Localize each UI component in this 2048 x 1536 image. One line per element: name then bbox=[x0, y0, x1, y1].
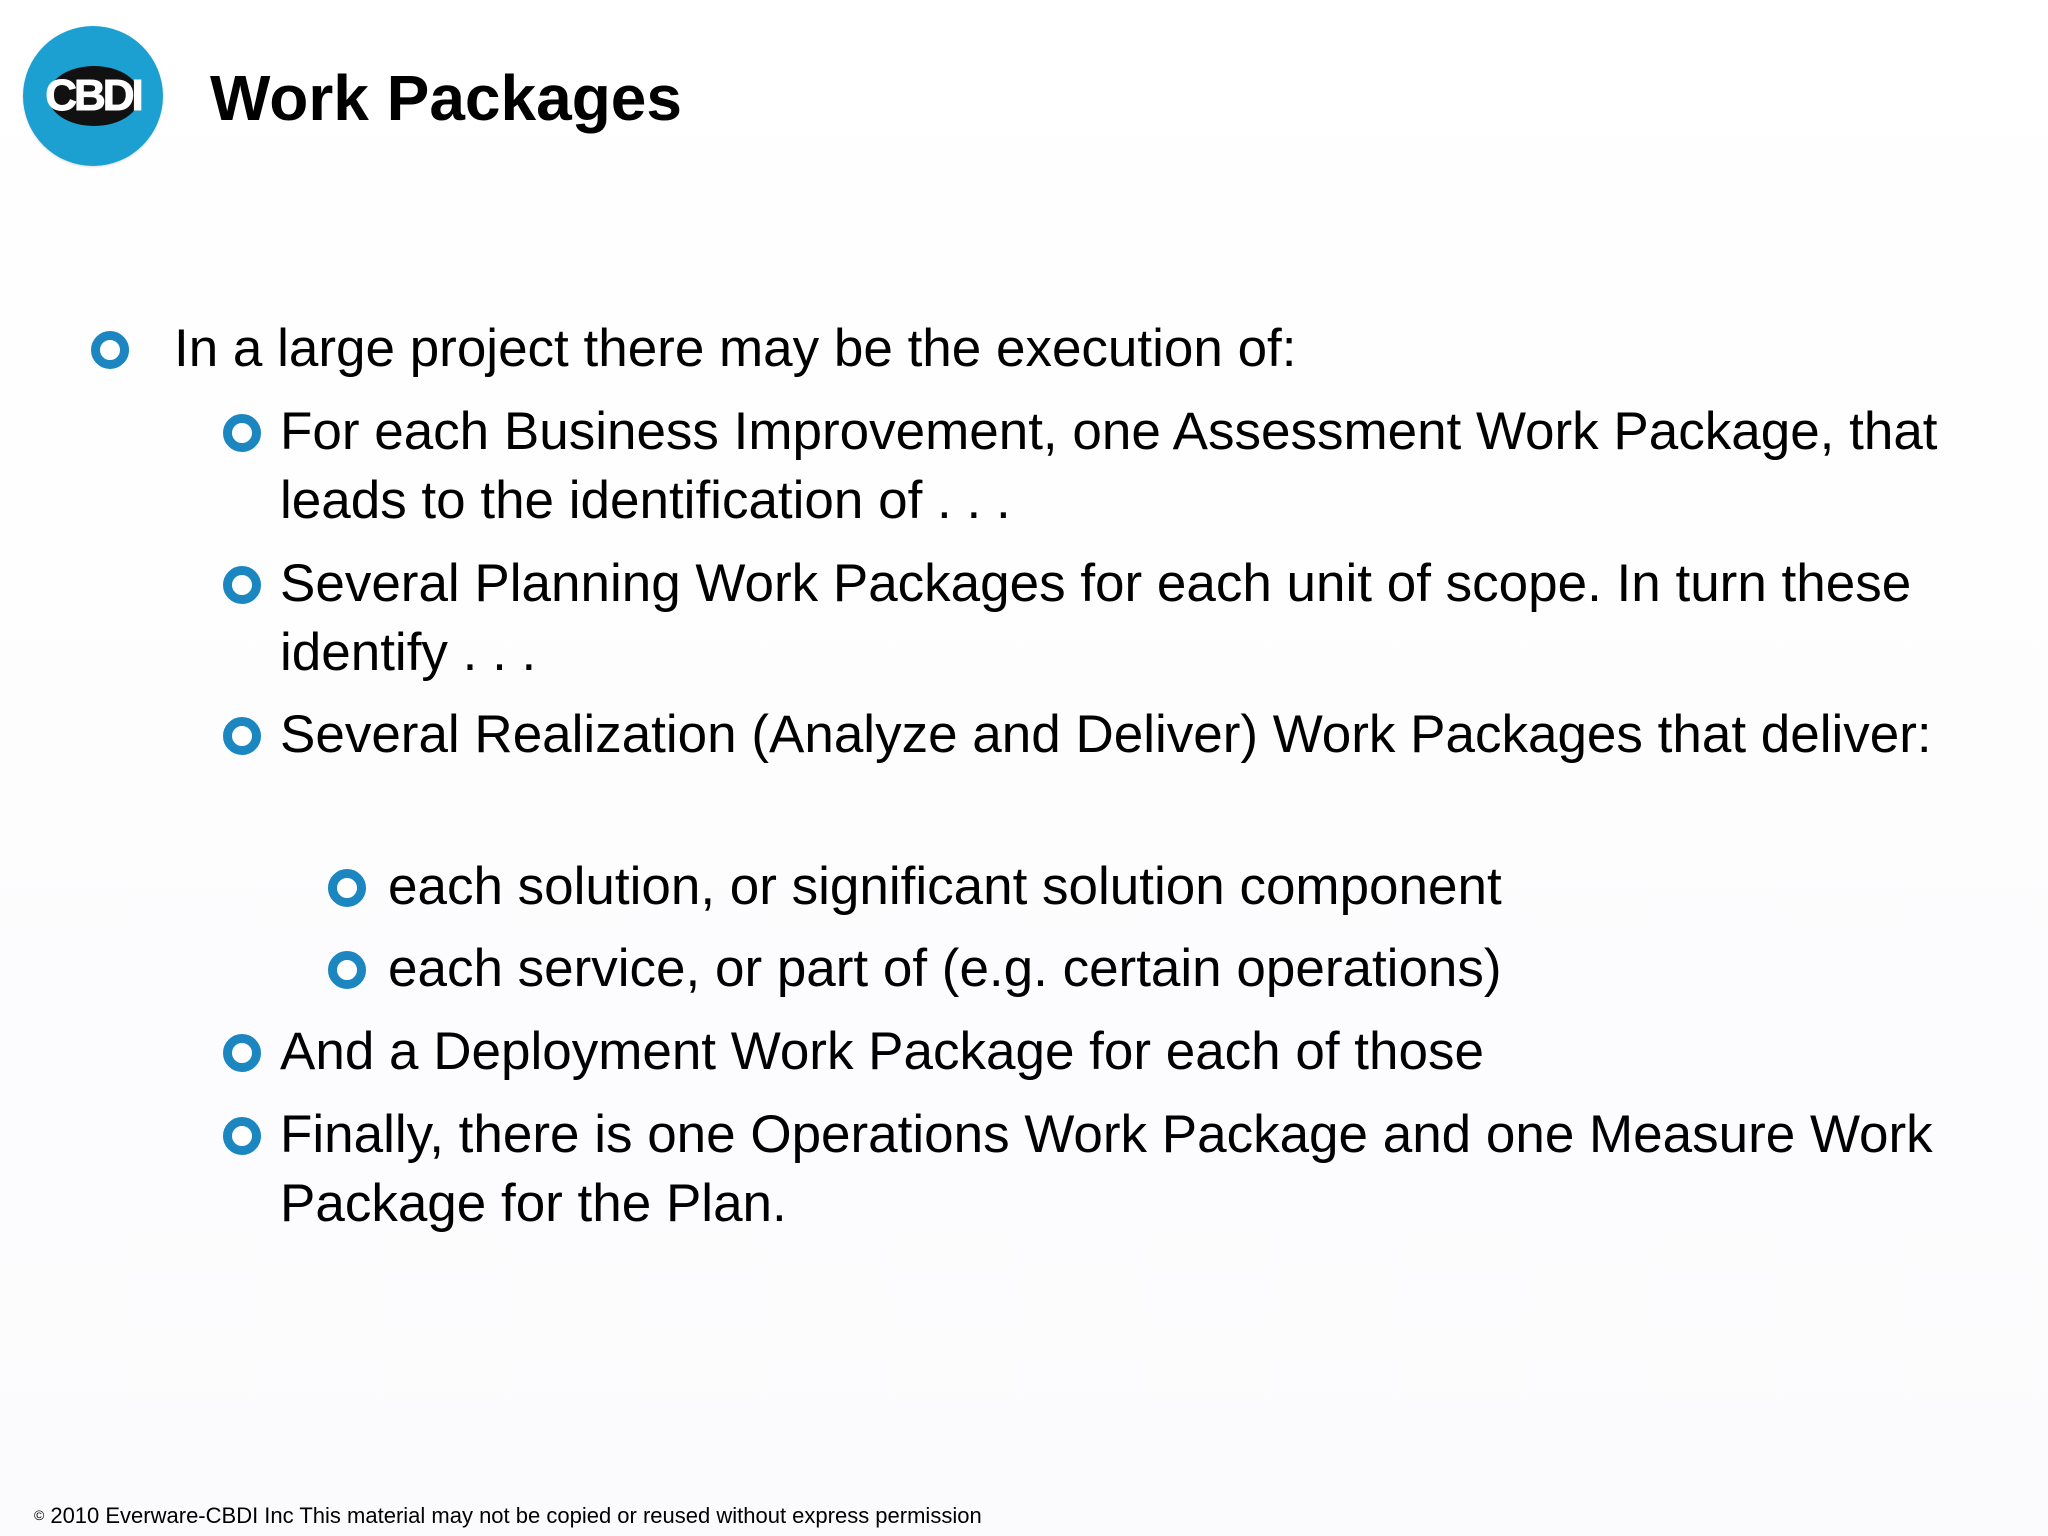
bullet-ring-icon bbox=[328, 869, 366, 907]
bullet-item-level-3: each solution, or significant solution component bbox=[388, 857, 1502, 916]
bullet-item-level-2: For each Business Improvement, one Assessment Work Package, that leads to the identification of . . . bbox=[280, 402, 1938, 530]
bullet-ring-icon bbox=[223, 1034, 261, 1072]
bullet-item-level-2: And a Deployment Work Package for each of those bbox=[280, 1022, 1484, 1081]
bullet-ring-icon bbox=[223, 1117, 261, 1155]
bullet-ring-icon bbox=[223, 414, 261, 452]
logo-text: CBDI bbox=[45, 71, 141, 120]
bullet-ring-icon bbox=[328, 951, 366, 989]
bullet-item-level-2: Several Planning Work Packages for each unit of scope. In turn these identify . . . bbox=[280, 554, 1912, 682]
copyright-text: 2010 Everware-CBDI Inc This material may not be copied or reused without express permission bbox=[50, 1503, 982, 1528]
bullet-item-level-3: each service, or part of (e.g. certain operations) bbox=[388, 939, 1502, 998]
bullet-item-level-2: Several Realization (Analyze and Deliver) Work Packages that deliver: bbox=[280, 705, 1932, 764]
bullet-ring-icon bbox=[91, 331, 129, 369]
bullet-item-level-1: In a large project there may be the execution of: bbox=[174, 319, 1297, 378]
bullet-ring-icon bbox=[223, 566, 261, 604]
copyright-footer bbox=[34, 1501, 982, 1530]
copyright-symbol: © bbox=[34, 1507, 45, 1523]
slide-title: Work Packages bbox=[210, 62, 682, 134]
bullet-ring-icon bbox=[223, 717, 261, 755]
bullet-item-level-2: Finally, there is one Operations Work Package and one Measure Work Package for the Plan. bbox=[280, 1105, 1933, 1233]
